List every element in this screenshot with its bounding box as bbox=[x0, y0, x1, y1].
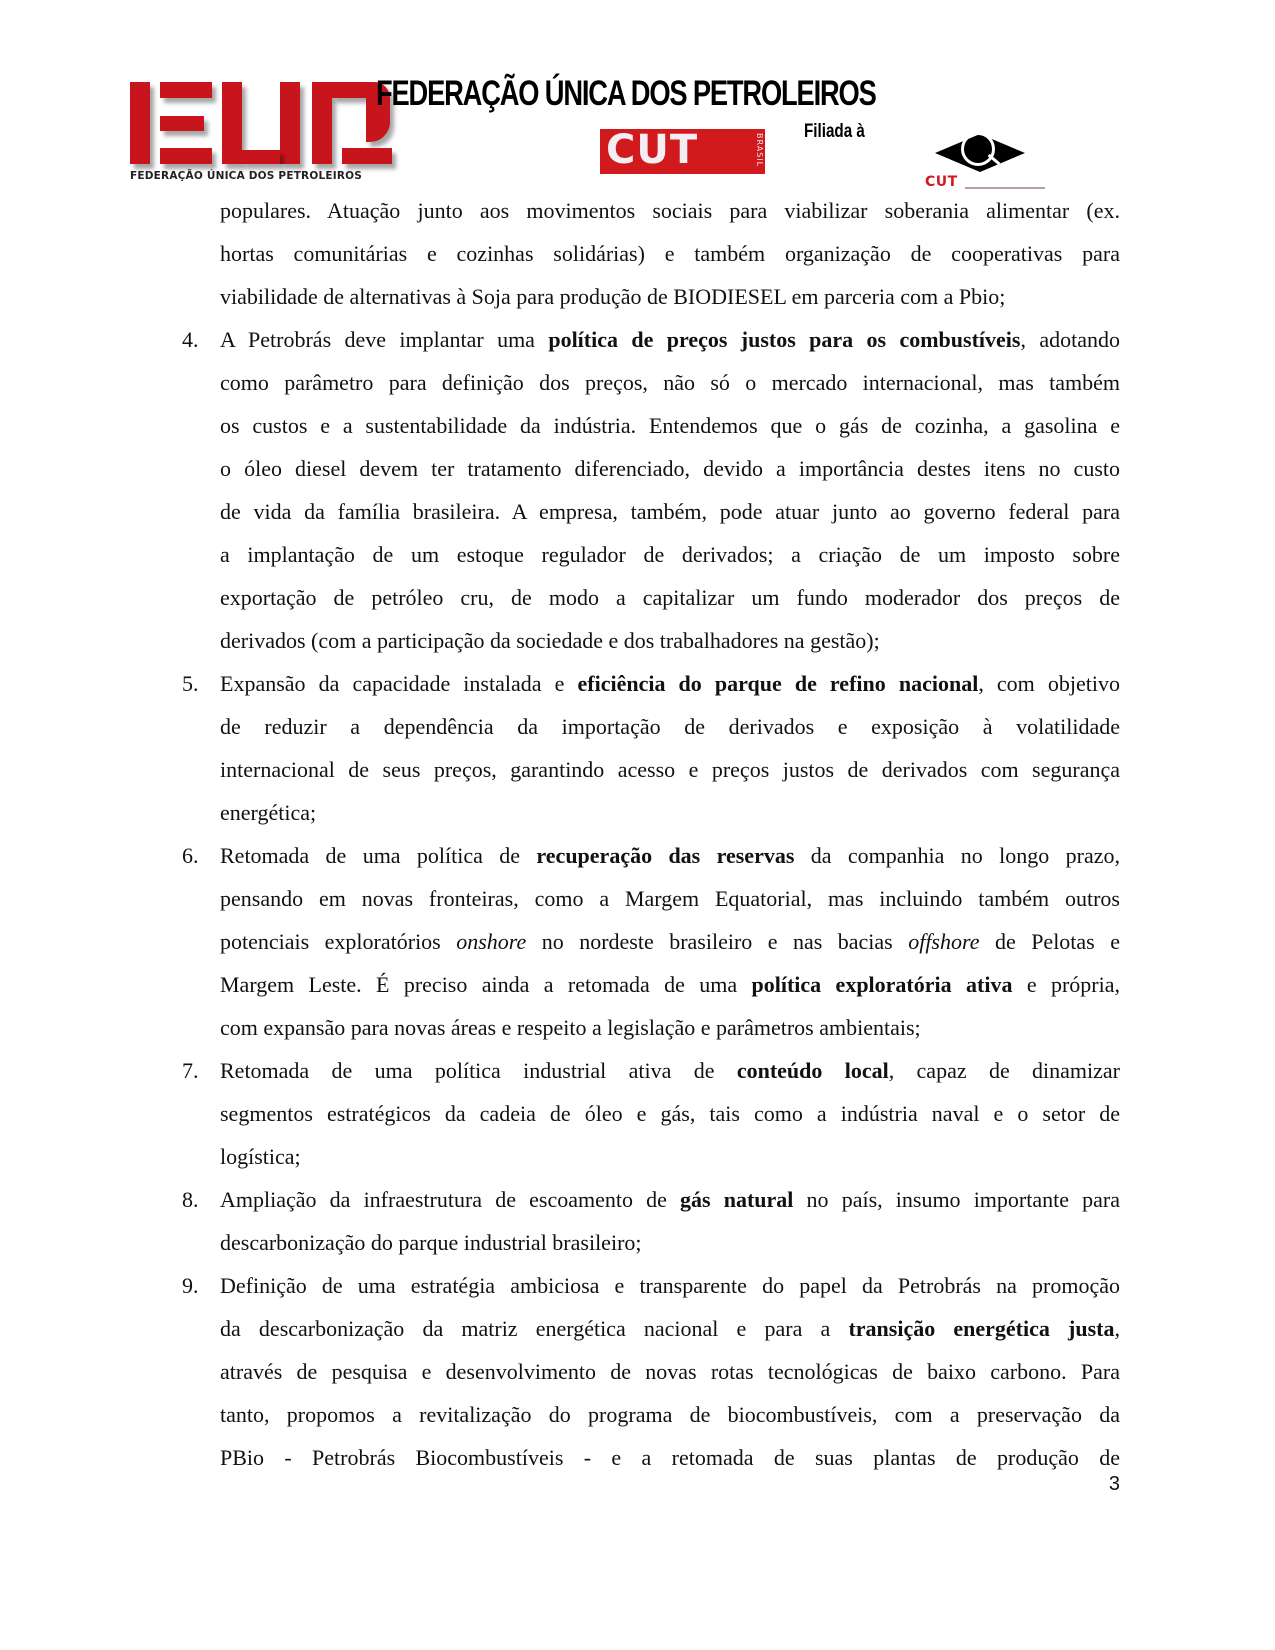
list-item-line: Margem Leste. É preciso ainda a retomada de uma política exploratória ativa e própria, bbox=[220, 972, 1120, 997]
emphasis: transição energética justa bbox=[848, 1316, 1115, 1341]
list-item-line: da descarbonização da matriz energética nacional e para a transição energética justa, bbox=[220, 1316, 1120, 1341]
fup-caption: FEDERAÇÃO ÚNICA DOS PETROLEIROS bbox=[130, 170, 363, 182]
affiliation-label: Filiada à bbox=[804, 121, 865, 142]
list-item-line: internacional de seus preços, garantindo acesso e preços justos de derivados com segurança bbox=[220, 757, 1120, 782]
cutq-logo-text: CUT bbox=[925, 174, 958, 190]
list-item-number: 5. bbox=[182, 671, 199, 696]
cut-logo-country: BRASIL bbox=[755, 133, 764, 168]
emphasis: política de preços justos para os combustíveis bbox=[548, 327, 1021, 352]
list-item-line: pensando em novas fronteiras, como a Margem Equatorial, mas incluindo também outros bbox=[220, 886, 1120, 911]
list-item-line: potenciais exploratórios onshore no nordeste brasileiro e nas bacias offshore de Pelotas e bbox=[220, 929, 1120, 954]
emphasis: gás natural bbox=[680, 1187, 794, 1212]
paragraph-line: populares. Atuação junto aos movimentos sociais para viabilizar soberania alimentar (ex. bbox=[220, 198, 1120, 223]
italic-term: offshore bbox=[908, 929, 980, 954]
emphasis: conteúdo local bbox=[736, 1058, 889, 1083]
list-item-line: segmentos estratégicos da cadeia de óleo e gás, tais como a indústria naval e o setor de bbox=[220, 1101, 1120, 1126]
list-item-line: de reduzir a dependência da importação de derivados e exposição à volatilidade bbox=[220, 714, 1120, 739]
fup-logo-letters bbox=[130, 82, 398, 164]
cut-logo-text: CUT bbox=[606, 127, 699, 173]
list-item-line: os custos e a sustentabilidade da indústria. Entendemos que o gás de cozinha, a gasolina e bbox=[220, 413, 1120, 438]
list-item-line: tanto, propomos a revitalização do programa de biocombustíveis, com a preservação da bbox=[220, 1402, 1120, 1427]
list-item-line: com expansão para novas áreas e respeito a legislação e parâmetros ambientais; bbox=[220, 1015, 921, 1040]
list-item-line: Ampliação da infraestrutura de escoamento de gás natural no país, insumo importante para bbox=[220, 1187, 1121, 1212]
logo-underline bbox=[965, 187, 1045, 189]
list-item-line: Expansão da capacidade instalada e eficiência do parque de refino nacional, com objetivo bbox=[220, 671, 1121, 696]
paragraph-line: hortas comunitárias e cozinhas solidárias) e também organização de cooperativas para bbox=[220, 241, 1120, 266]
list-item-line: logística; bbox=[220, 1144, 301, 1169]
list-item-line: através de pesquisa e desenvolvimento de novas rotas tecnológicas de baixo carbono. Para bbox=[220, 1359, 1120, 1384]
cut-quality-logo bbox=[925, 130, 1045, 192]
list-item-number: 8. bbox=[182, 1187, 199, 1212]
page-number: 3 bbox=[1108, 1473, 1120, 1495]
list-item-line: de vida da família brasileira. A empresa, também, pode atuar junto ao governo federal para bbox=[220, 499, 1120, 524]
list-item-line: a implantação de um estoque regulador de derivados; a criação de um imposto sobre bbox=[220, 542, 1120, 567]
emphasis: política exploratória ativa bbox=[751, 972, 1013, 997]
cut-brasil-logo bbox=[600, 129, 765, 174]
list-item-line: o óleo diesel devem ter tratamento diferenciado, devido a importância destes itens no custo bbox=[220, 456, 1120, 481]
list-item-line: energética; bbox=[220, 800, 317, 825]
emphasis: eficiência do parque de refino nacional bbox=[577, 671, 979, 696]
fup-logo bbox=[130, 82, 398, 182]
list-item-line: descarbonização do parque industrial brasileiro; bbox=[220, 1230, 642, 1255]
list-item-line: como parâmetro para definição dos preços, não só o mercado internacional, mas também bbox=[220, 370, 1120, 395]
paragraph-line: viabilidade de alternativas à Soja para produção de BIODIESEL em parceria com a Pbio; bbox=[220, 284, 1006, 309]
list-item-line: Retomada de uma política industrial ativa de conteúdo local, capaz de dinamizar bbox=[220, 1058, 1120, 1083]
italic-term: onshore bbox=[456, 929, 527, 954]
list-item-number: 7. bbox=[182, 1058, 199, 1083]
q-letter-icon bbox=[961, 132, 995, 166]
list-item-line: A Petrobrás deve implantar uma política de preços justos para os combustíveis, adotando bbox=[220, 327, 1120, 352]
list-item-number: 9. bbox=[182, 1273, 199, 1298]
list-item-line: PBio - Petrobrás Biocombustíveis - e a retomada de suas plantas de produção de bbox=[220, 1445, 1120, 1470]
list-item-number: 4. bbox=[182, 327, 199, 352]
list-item-number: 6. bbox=[182, 843, 199, 868]
document-header bbox=[0, 0, 1275, 200]
emphasis: recuperação das reservas bbox=[536, 843, 795, 868]
list-item-line: exportação de petróleo cru, de modo a capitalizar um fundo moderador dos preços de bbox=[220, 585, 1120, 610]
list-item-line: derivados (com a participação da sociedade e dos trabalhadores na gestão); bbox=[220, 628, 880, 653]
list-item-line: Retomada de uma política de recuperação das reservas da companhia no longo prazo, bbox=[220, 843, 1120, 868]
organization-title: FEDERAÇÃO ÚNICA DOS PETROLEIROS bbox=[376, 74, 876, 113]
list-item-line: Definição de uma estratégia ambiciosa e transparente do papel da Petrobrás na promoção bbox=[220, 1273, 1120, 1298]
